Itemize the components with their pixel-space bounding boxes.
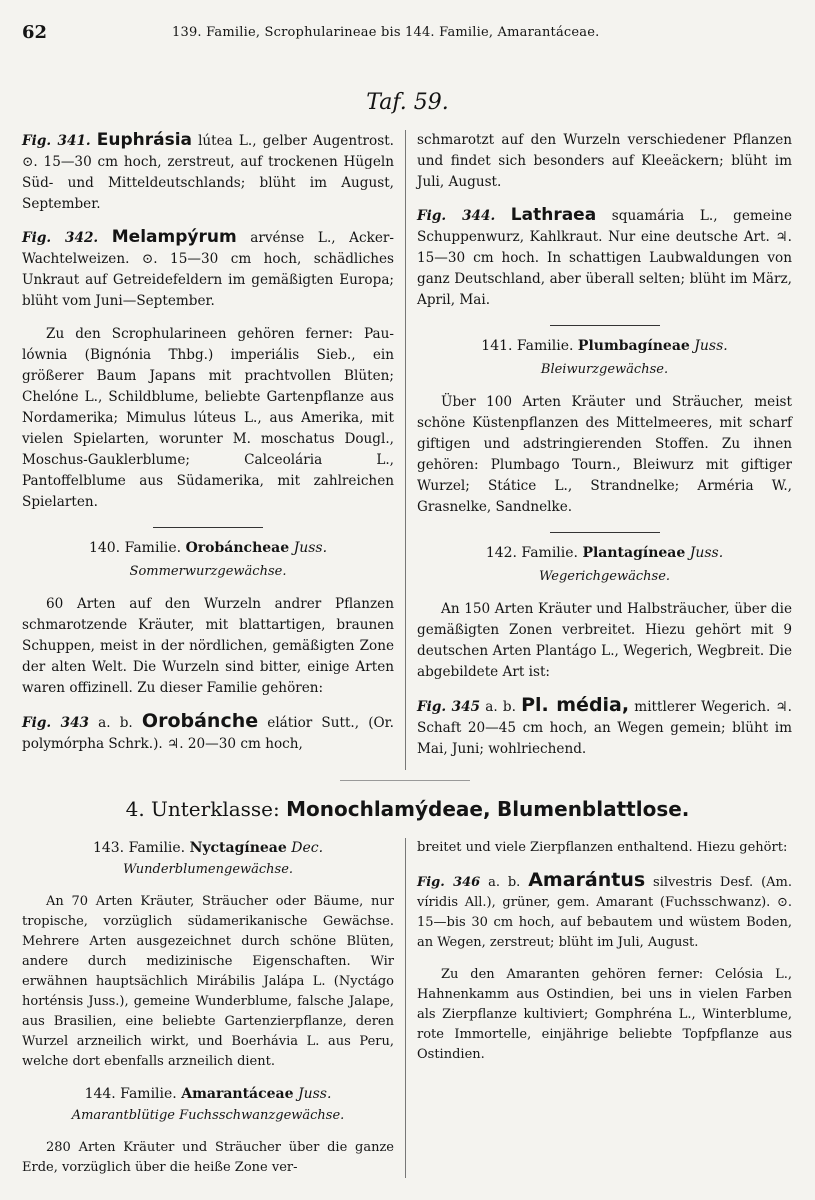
family-author: Dec. [291,840,324,856]
running-header [22,22,795,46]
fig-label: Fig. 342. [22,230,99,246]
fig-label: Fig. 345 [417,699,481,715]
family-number: 144. Familie. [84,1086,177,1102]
fig-label: Fig. 346 [417,875,481,890]
lower-left-column [22,838,394,1190]
family-heading-140 [22,538,394,559]
page-number: 62 [22,22,48,43]
family-subtitle: Wegerichgewächse. [538,569,671,584]
entry-fig-346 [417,870,792,953]
family-name: Plumbagíneae [577,338,690,354]
column-divider-lower [405,838,406,1178]
section-separator [340,780,470,781]
entry-fig-344 [417,205,792,311]
entry-fig-343 [22,711,394,755]
family-subtitle: Sommerwurzgewächse. [129,564,287,579]
family-text-144: 280 Arten Kräuter und Sträucher über die ganze Erde, vorzüglich über die heiße Zone ver- [22,1140,394,1175]
column-divider-upper [405,130,406,770]
entry-text: lútea L., gelber Augentrost. ⊙. 15—30 cm hoch, zerstreut, auf trockenen Hügeln Süd- und Mitteldeutschlands; blüht im August, September. [22,133,394,212]
entry-text: elátior Sutt., (Or. polymórpha Schrk.). ♃. 20—30 cm hoch, [22,715,394,752]
entry-text: arvénse L., Acker-Wachtelweizen. ⊙. 15—30 cm hoch, schädliches Unkraut auf Getreidefeldern im gemäßigten Europa; blüht vom Juni—September. [22,230,394,309]
family-number: 142. Familie. [485,545,578,561]
section-rule [550,325,660,326]
entry-fig-342 [22,227,394,312]
fig-label: Fig. 343 [22,715,89,731]
genus-name: Amarántus [528,869,646,891]
family-name: Amarantáceae [181,1086,294,1102]
genus-name: Melampýrum [111,227,237,247]
entry-text: mittlerer Wegerich. ♃. Schaft 20—45 cm hoch, an Wegen gemein; blüht im Mai, Juni; wohlriechend. [417,699,793,757]
family-subtitle: Wunderblumengewächse. [122,862,294,877]
subclass-name: Monochlamýdeae, [286,797,491,821]
family-heading-141 [417,336,792,357]
family-author: Juss. [293,540,328,556]
family-subtitle: Bleiwurzgewächse. [540,362,669,377]
family-author: Juss. [297,1086,332,1102]
family-number: 141. Familie. [481,338,574,354]
note-scrophularineae: Zu den Scrophularineen gehören ferner: Paulównia (Bignónia Thbg.) imperiális Sieb., ein größerer Baum Japans mit prachtvollen Blüten; Chelóne L., Schildblume, beliebte Gartenpflanze aus Nordamerika; Mimulus lúteus L., aus Amerika, mit vielen Spielarten, worunter M. moschatus Dougl., Moschus-Gauklerblume; Calceolária L., Pantoffelblume aus Südamerika, mit zahlreichen Spielarten. [22,326,394,510]
section-rule [153,527,263,528]
family-text-140: 60 Arten auf den Wurzeln andrer Pflanzen schmarotzende Kräuter, mit blattartigen, braunen Schuppen, meist in der nördlichen, gemäßigten Zone der alten Welt. Die Wurzeln sind bitter, einige Arten waren offizinell. Zu dieser Familie gehören: [22,596,394,696]
fig-label: Fig. 344. [417,208,496,224]
continuation-text: schmarotzt auf den Wurzeln verschiedener Pflanzen und findet sich besonders auf Kleeäckern; blüht im Juli, August. [417,132,792,190]
family-number: 140. Familie. [88,540,182,556]
entry-fig-345 [417,695,792,760]
family-number: 143. Familie. [92,840,186,856]
subclass-german-name: Blumenblattlose. [496,797,690,821]
genus-name: Lathraea [510,205,597,225]
subclass-heading [0,797,815,821]
section-rule [550,532,660,533]
genus-name: Pl. média, [521,694,630,716]
lower-right-column [417,838,792,1077]
entry-text: squamária L., gemeine Schuppenwurz, Kahlkraut. Nur eine deutsche Art. ♃. 15—30 cm hoch. In schattigen Laubwaldungen von ganz Deutschland, aber überall selten; blüht im März, April, Mai. [417,208,792,308]
fig-parts: a. b. [480,875,529,890]
family-text-143: An 70 Arten Kräuter, Sträucher oder Bäume, nur tropische, vorzüglich südamerikanische Gewächse. Mehrere Arten ausgezeichnet durch schöne Blüten, andere durch medizinische Eigenschaften. Wir erwähnen hauptsächlich Mirábilis Jalápa L. (Nyctágo horténsis Juss.), gemeine Wunderblume, falsche Jalape, aus Brasilien, eine beliebte Gartenzierpflanze, deren Wurzel arzneilich wirkt, und Boerhávia L. aus Peru, welche dort ebenfalls arzneilich dient. [22,894,394,1069]
family-heading-143 [22,838,394,858]
upper-left-column [22,130,394,767]
fig-label: Fig. 341. [22,133,91,149]
entry-text: silvestris Desf. (Am. víridis All.), grüner, gem. Amarant (Fuchsschwanz). ⊙. 15—bis 30 cm hoch, auf bebautem und wüstem Boden, an Wegen, zerstreut; blüht im Juli, August. [417,875,792,950]
family-heading-142 [417,543,792,564]
family-name: Plantagíneae [582,545,686,561]
family-text-141: Über 100 Arten Kräuter und Sträucher, meist schöne Küstenpflanzen des Mittelmeeres, mit scharf giftigen und adstringierenden Stoffen. Zu ihnen gehören: Plumbago Tourn., Bleiwurz mit giftiger Wurzel; Státice L., Strandnelke; Arméria W., Grasnelke, Sandnelke. [417,394,792,515]
plate-title: Taf. 59. [366,90,449,115]
continuation-text: breitet und viele Zierpflanzen enthaltend. Hiezu gehört: [417,840,788,855]
family-name: Orobáncheae [185,540,290,556]
upper-right-column [417,130,792,772]
family-text-142: An 150 Arten Kräuter und Halbsträucher, über die gemäßigten Zonen verbreitet. Hiezu gehört mit 9 deutschen Arten Plantágo L., Wegerich, Wegbreit. Die abgebildete Art ist: [417,601,792,680]
family-subtitle: Amarantblütige Fuchsschwanzgewächse. [71,1108,345,1123]
family-heading-144 [22,1084,394,1104]
entry-fig-341 [22,130,394,215]
family-name: Nyctagíneae [189,840,287,856]
subclass-prefix: 4. Unterklasse: [125,797,280,821]
family-author: Juss. [694,338,728,354]
genus-name: Orobánche [141,710,259,732]
genus-name: Euphrásia [96,130,192,150]
family-author: Juss. [689,545,724,561]
fig-parts: a. b. [480,699,522,715]
fig-parts: a. b. [89,715,142,731]
running-title: 139. Familie, Scrophularineae bis 144. Familie, Amarantáceae. [172,25,600,40]
note-amaranten: Zu den Amaranten gehören ferner: Celósia L., Hahnenkamm aus Ostindien, bei uns in vielen Farben als Zierpflanze kultiviert; Gomphréna L., Winterblume, rote Immortelle, einjährige beliebte Topfpflanze aus Ostindien. [417,967,792,1062]
